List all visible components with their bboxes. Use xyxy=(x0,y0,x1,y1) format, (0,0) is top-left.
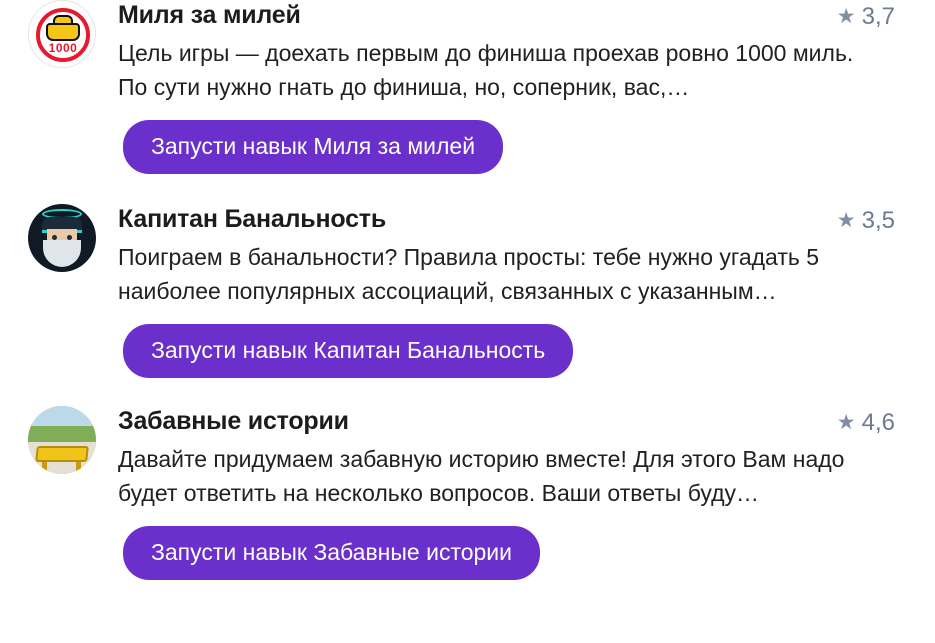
skill-card[interactable] xyxy=(0,406,935,580)
skill-card-header xyxy=(28,406,895,510)
star-icon: ★ xyxy=(836,209,856,232)
skill-rating xyxy=(837,4,895,30)
skill-title-row xyxy=(118,406,895,436)
rating-value: 3,5 xyxy=(861,206,895,234)
skill-card[interactable] xyxy=(0,204,935,378)
skill-description: Поиграем в банальности? Правила просты: тебе нужно угадать 5 наиболее популярных ассоциаций, связанных с указанным… xyxy=(118,244,820,304)
taxi-1000-icon xyxy=(28,0,96,68)
skill-rating xyxy=(837,208,895,234)
star-icon: ★ xyxy=(836,5,856,28)
skill-description: Давайте придумаем забавную историю вместе! Для этого Вам надо будет ответить на несколько вопросов. Ваши ответы буду… xyxy=(118,446,845,506)
rating-value: 3,7 xyxy=(861,2,895,30)
launch-skill-button[interactable]: Запусти навык Забавные истории xyxy=(123,526,540,580)
skill-title: Миля за милей xyxy=(118,1,301,29)
eye-left-shape xyxy=(52,235,57,240)
taxi-badge-number: 1000 xyxy=(48,41,78,55)
star-icon: ★ xyxy=(836,411,856,434)
skill-title-row xyxy=(118,0,895,30)
skill-head-text xyxy=(118,204,895,308)
skill-title-row xyxy=(118,204,895,234)
skill-card-header xyxy=(28,204,895,308)
beard-shape xyxy=(43,240,81,267)
rating-value: 4,6 xyxy=(861,408,895,436)
skill-rating xyxy=(837,410,895,436)
skill-card-header xyxy=(28,0,895,104)
eye-right-shape xyxy=(67,235,72,240)
skill-head-text xyxy=(118,0,895,104)
skill-title: Капитан Банальность xyxy=(118,205,387,233)
skill-title: Забавные истории xyxy=(118,407,349,435)
skill-head-text xyxy=(118,406,895,510)
table-top-shape xyxy=(35,446,89,462)
launch-skill-button[interactable]: Запусти навык Капитан Банальность xyxy=(123,324,573,378)
taxi-body-shape xyxy=(46,23,80,41)
skill-description: Цель игры — доехать первым до финиша проехав ровно 1000 миль. По сути нужно гнать до финиша, но, соперник, вас,… xyxy=(118,40,854,100)
skill-card[interactable] xyxy=(0,0,935,174)
launch-skill-button[interactable]: Запусти навык Миля за милей xyxy=(123,120,503,174)
captain-avatar-icon xyxy=(28,204,96,272)
picnic-table-icon xyxy=(28,406,96,474)
